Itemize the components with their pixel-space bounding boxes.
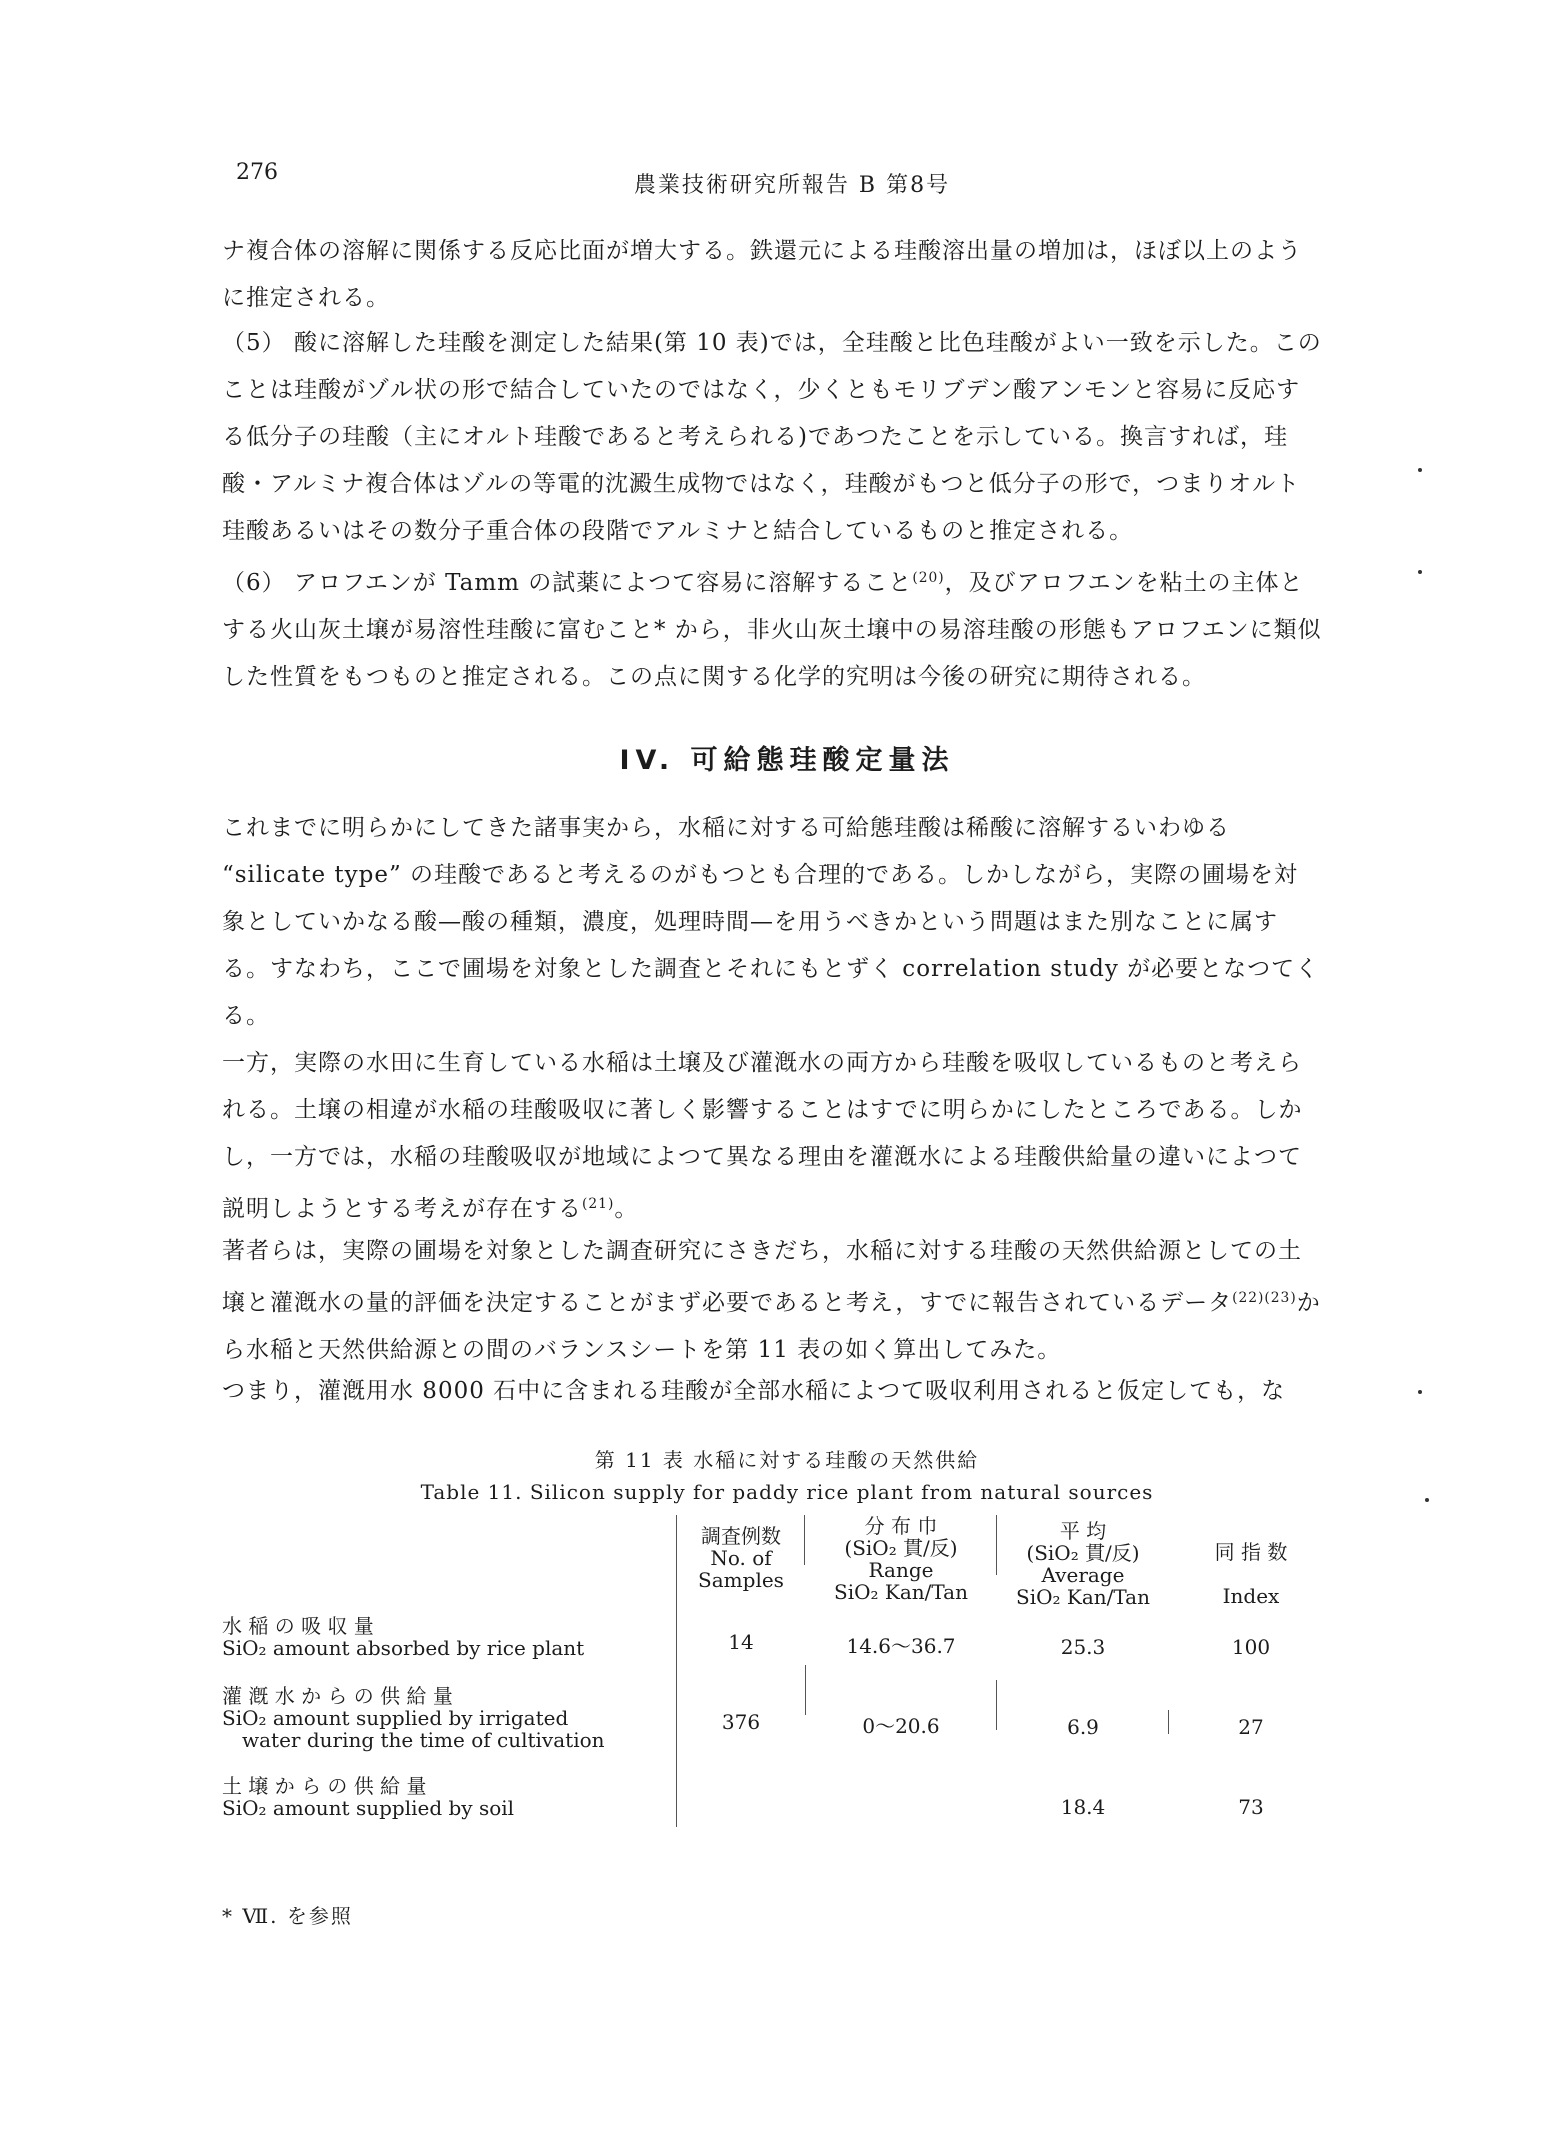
paragraph-3-part-b: ，及びアロフエンを粘土の主体とする火山灰土壌が易溶性珪酸に富むこと* から，非火山灰土壌中の易溶珪酸の形態もアロフエンに類似した性質をもつものと推定される。この点に関する化学的究明は今後の研究に期待される。 [222, 570, 1322, 690]
header-samples [680, 1525, 802, 1591]
header-average-unit-en: SiO₂ Kan/Tan [1016, 1585, 1150, 1609]
header-average-ja: 平 均 [1059, 1519, 1107, 1543]
paragraph-3 [222, 555, 1322, 701]
table-rule-samples [676, 1515, 677, 1827]
table-rule-average-mid [996, 1680, 997, 1730]
paragraph-4-text: これまでに明らかにしてきた諸事実から，水稲に対する可給態珪酸は稀酸に溶解するいわゆる “silicate type” の珪酸であると考えるのがもつとも合理的である。しかしながら，実際の圃場を対象としていかなる酸—酸の種類，濃度，処理時間—を用うべきかという問題はまた別なことに属する。すなわち，ここで圃場を対象とした調査とそれにもとずく correlation study が必要となつてくる。 [222, 815, 1320, 1029]
header-range [808, 1515, 994, 1603]
header-range-ja: 分 布 巾 [864, 1514, 938, 1538]
header-index-en: Index [1222, 1584, 1280, 1608]
row-2-label-en: SiO₂ amount supplied by irrigated [222, 1706, 569, 1730]
row-2-average: 6.9 [1067, 1715, 1099, 1739]
header-range-unit-en: SiO₂ Kan/Tan [834, 1580, 968, 1604]
header-samples-en-2: Samples [698, 1568, 784, 1592]
row-3-label-ja: 土 壌 か ら の 供 給 量 [222, 1774, 427, 1798]
header-index-ja: 同 指 数 [1214, 1540, 1288, 1564]
row-1-label-ja: 水 稲 の 吸 収 量 [222, 1614, 374, 1638]
row-2-label-ja: 灌 漑 水 か ら の 供 給 量 [222, 1684, 453, 1708]
table-rule-range-mid [805, 1665, 806, 1715]
paragraph-7 [222, 1368, 1322, 1415]
paragraph-1-text: ナ複合体の溶解に関係する反応比面が増大する。鉄還元による珪酸溶出量の増加は，ほぼ以上のように推定される。 [222, 238, 1302, 311]
row-1-index: 100 [1231, 1635, 1271, 1659]
paragraph-6-part-b: から水稲と天然供給源との間のバランスシートを第 11 表の如く算出してみた。 [222, 1290, 1321, 1363]
scan-speck [1418, 468, 1422, 472]
row-3-index: 73 [1238, 1795, 1264, 1819]
citation-20: (20) [912, 570, 945, 586]
table-rule-range-top [804, 1515, 805, 1565]
row-1-label-en: SiO₂ amount absorbed by rice plant [222, 1636, 585, 1660]
table-rule-average-top [996, 1515, 997, 1575]
row-2-label-en-2: water during the time of cultivation [242, 1728, 605, 1752]
row-2-range: 0～20.6 [862, 1714, 940, 1738]
header-range-en: Range [868, 1558, 934, 1582]
table-caption-japanese: 第 11 表 水稲に対する珪酸の天然供給 [594, 1448, 980, 1472]
row-2-samples: 376 [721, 1710, 761, 1734]
paragraph-6-part-a: 著者らは，実際の圃場を対象とした調査研究にさきだち，水稲に対する珪酸の天然供給源としての土壌と灌漑水の量的評価を決定することがまず必要であると考え，すでに報告されているデータ [222, 1238, 1302, 1316]
footnote: * Ⅶ. を参照 [222, 1904, 353, 1928]
paragraph-5-part-a: 一方，実際の水田に生育している水稲は土壌及び灌漑水の両方から珪酸を吸収しているものと考えられる。土壌の相違が水稲の珪酸吸収に著しく影響することはすでに明らかにしたところである。しかし，一方では，水稲の珪酸吸収が地域によつて異なる理由を灌漑水による珪酸供給量の違いによつて説明しようとする考えが存在する [222, 1050, 1303, 1222]
header-average-unit-ja: (SiO₂ 貫/反) [1026, 1541, 1140, 1565]
paragraph-1 [222, 228, 1322, 322]
header-average-en: Average [1041, 1563, 1125, 1587]
row-3-label-en: SiO₂ amount supplied by soil [222, 1796, 515, 1820]
paragraph-6-text [222, 1228, 1322, 1374]
table-caption-english: Table 11. Silicon supply for paddy rice plant from natural sources [420, 1480, 1154, 1504]
row-1-range: 14.6～36.7 [846, 1634, 956, 1658]
page-number: 276 [236, 160, 278, 185]
silicon-supply-table [218, 1515, 1328, 1845]
paragraph-5-text [222, 1040, 1322, 1233]
scan-speck [1425, 1498, 1429, 1502]
header-samples-ja: 調査例数 [701, 1524, 781, 1548]
paragraph-5 [222, 1040, 1322, 1233]
header-average [1000, 1520, 1166, 1608]
table-row-irrigation-supply [222, 1685, 605, 1751]
citation-22-23: (22)(23) [1232, 1290, 1297, 1306]
paragraph-7-text: つまり，灌漑用水 8000 石中に含まれる珪酸が全部水稲によつて吸収利用されると仮定しても，な [222, 1378, 1286, 1404]
paragraph-2 [222, 320, 1322, 555]
header-range-unit-ja: (SiO₂ 貫/反) [844, 1536, 958, 1560]
row-1-average: 25.3 [1060, 1635, 1106, 1659]
header-samples-en-1: No. of [710, 1546, 772, 1570]
running-title: 農業技術研究所報告 B 第8号 [633, 173, 951, 198]
paragraph-3-part-a: （6） アロフエンが Tamm の試薬によつて容易に溶解すること [222, 570, 913, 596]
paragraph-4 [222, 805, 1322, 1040]
section-heading: IV. 可給態珪酸定量法 [619, 745, 955, 776]
table-row-soil-supply [222, 1775, 514, 1819]
scan-speck [1418, 1390, 1422, 1394]
header-index [1176, 1530, 1326, 1618]
row-2-index: 27 [1238, 1715, 1264, 1739]
paragraph-2-text: （5） 酸に溶解した珪酸を測定した結果(第 10 表)では，全珪酸と比色珪酸がよい一致を示した。このことは珪酸がゾル状の形で結合していたのではなく，少くともモリブデン酸アンモンと容易に反応する低分子の珪酸（主にオルト珪酸であると考えられる)であつたことを示している。換言すれば，珪酸・アルミナ複合体はゾルの等電的沈澱生成物ではなく，珪酸がもつと低分子の形で，つまりオルト珪酸あるいはその数分子重合体の段階でアルミナと結合しているものと推定される。 [222, 330, 1322, 544]
table-row-rice-absorbed [222, 1615, 584, 1659]
citation-21: (21) [582, 1196, 615, 1212]
paragraph-6 [222, 1228, 1322, 1374]
table-rule-index-mid [1168, 1710, 1169, 1734]
scan-speck [1418, 570, 1422, 574]
paragraph-5-part-b: 。 [614, 1196, 639, 1222]
row-1-samples: 14 [728, 1630, 754, 1654]
paragraph-3-text [222, 555, 1322, 701]
row-3-average: 18.4 [1060, 1795, 1106, 1819]
